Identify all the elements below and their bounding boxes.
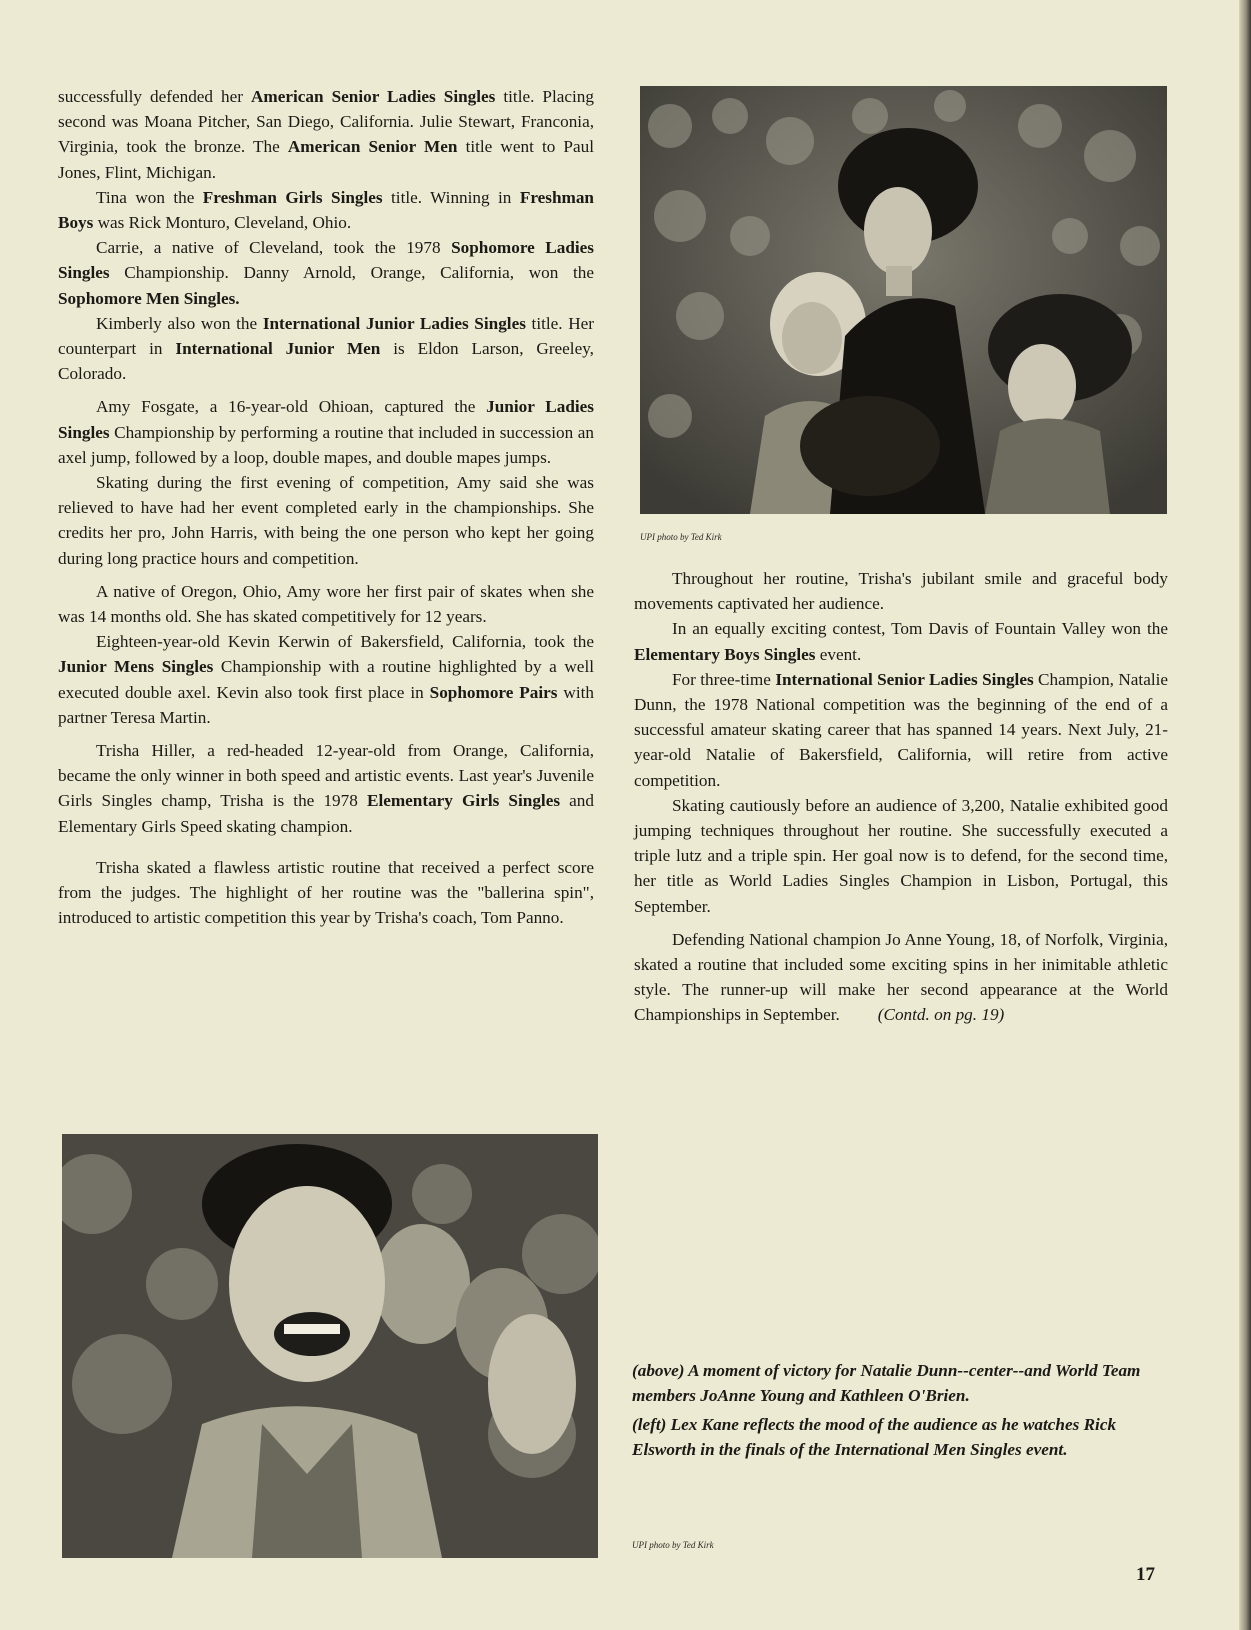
photo-credit: UPI photo by Ted Kirk — [640, 532, 722, 542]
paragraph: A native of Oregon, Ohio, Amy wore her first pair of skates when she was 14 months old. She has skated competitively for 12 years. — [58, 581, 594, 627]
left-column — [58, 84, 594, 931]
paragraph: Tina won the Freshman Girls Singles title. Winning in Freshman Boys was Rick Monturo, Cleveland, Ohio. — [58, 187, 594, 233]
right-column — [634, 566, 1168, 1028]
page-edge — [1239, 0, 1251, 1630]
photo-podium — [640, 86, 1167, 514]
paragraph: Amy Fosgate, a 16-year-old Ohioan, captured the Junior Ladies Singles Championship by performing a routine that included in succession an axel jump, followed by a loop, double mapes, and double mapes jumps. — [58, 397, 594, 467]
caption-block — [632, 1358, 1166, 1466]
paragraph: Throughout her routine, Trisha's jubilant smile and graceful body movements captivated her audience. — [634, 569, 1168, 614]
paragraph: successfully defended her American Senior Ladies Singles title. Placing second was Moana Pitcher, San Diego, California. Julie Stewart, Franconia, Virginia, took the bronze. The American Senior Men title went to Paul Jones, Flint, Michigan. — [58, 87, 594, 182]
paragraph: Eighteen-year-old Kevin Kerwin of Bakersfield, California, took the Junior Mens Singles Championship with a routine highlighted by a well executed double axel. Kevin also took first place in Sophomore Pairs with partner Teresa Martin. — [58, 632, 594, 727]
photo-spectator-image — [62, 1134, 598, 1558]
paragraph: Kimberly also won the International Junior Ladies Singles title. Her counterpart in International Junior Men is Eldon Larson, Greeley, Colorado. — [58, 313, 595, 384]
paragraph: In an equally exciting contest, Tom Davis of Fountain Valley won the Elementary Boys Singles event. — [634, 619, 1168, 664]
caption-left: (left) Lex Kane reflects the mood of the audience as he watches Rick Elsworth in the finals of the International Men Singles event. — [632, 1415, 1117, 1459]
photo-credit: UPI photo by Ted Kirk — [632, 1540, 714, 1550]
photo-podium-image — [640, 86, 1167, 514]
paragraph: Trisha skated a flawless artistic routine that received a perfect score from the judges. The highlight of her routine was the "ballerina spin", introduced to artistic competition this year by Trisha's coach, Tom Panno. — [58, 857, 594, 928]
paragraph: For three-time International Senior Ladies Singles Champion, Natalie Dunn, the 1978 National competition was the beginning of the end of a successful amateur skating career that has spanned 14 years. Next July, 21-year-old Natalie of Bakersfield, California, will retire from active competition. — [634, 669, 1168, 790]
page-number: 17 — [1136, 1564, 1155, 1585]
paragraph: Carrie, a native of Cleveland, took the 1978 Sophomore Ladies Singles Championship. Danny Arnold, Orange, California, won the Sophomore Men Singles. — [58, 238, 594, 308]
paragraph: Skating cautiously before an audience of 3,200, Natalie exhibited good jumping techniques throughout her routine. She successfully executed a triple lutz and a triple spin. Her goal now is to defend, for the second time, her title as World Ladies Singles Champion in Lisbon, Portugal, this September. — [634, 795, 1168, 916]
paragraph: Skating during the first evening of competition, Amy said she was relieved to have had her event completed early in the championships. She credits her pro, John Harris, with being the one person who kept her going during long practice hours and competition. — [58, 473, 594, 568]
caption-above: (above) A moment of victory for Natalie Dunn--center--and World Team members JoAnne Young and Kathleen O'Brien. — [632, 1361, 1141, 1405]
photo-spectator — [62, 1134, 598, 1558]
paragraph: Defending National champion Jo Anne Young, 18, of Norfolk, Virginia, skated a routine that included some exciting spins in her inimitable athletic style. The runner-up will make her second appearance at the World Championships in September. (Contd. on pg. 19) — [634, 929, 1168, 1025]
paragraph: Trisha Hiller, a red-headed 12-year-old from Orange, California, became the only winner in both speed and artistic events. Last year's Juvenile Girls Singles champ, Trisha is the 1978 Elementary Girls Singles and Elementary Girls Speed skating champion. — [58, 741, 594, 836]
continued-note: (Contd. on pg. 19) — [877, 1005, 1005, 1025]
